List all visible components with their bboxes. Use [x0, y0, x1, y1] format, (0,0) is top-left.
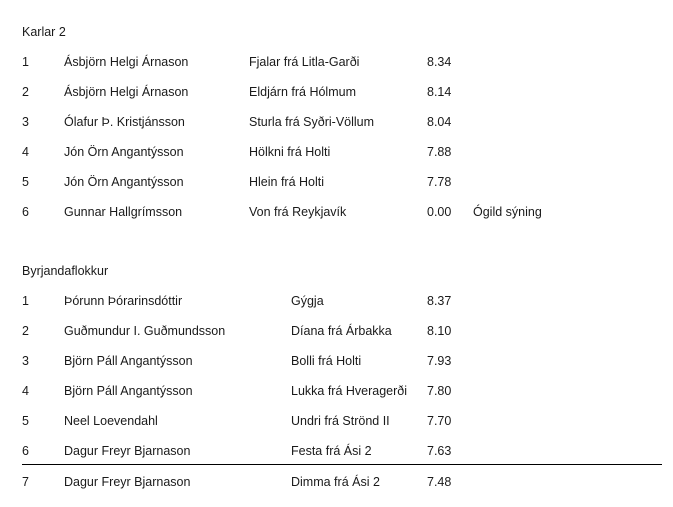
row-score: 8.04	[427, 115, 452, 129]
row-rank: 6	[22, 205, 29, 219]
row-rank: 2	[22, 85, 29, 99]
row-rider: Ásbjörn Helgi Árnason	[64, 85, 189, 99]
table-row	[0, 467, 673, 497]
table-row	[0, 197, 673, 227]
table-row	[0, 286, 673, 316]
row-horse: Fjalar frá Litla-Garði	[249, 55, 360, 69]
row-rank: 4	[22, 145, 29, 159]
row-horse: Undri frá Strönd II	[291, 414, 390, 428]
row-rider: Jón Örn Angantýsson	[64, 145, 184, 159]
row-score: 0.00	[427, 205, 452, 219]
row-rank: 5	[22, 414, 29, 428]
row-score: 8.14	[427, 85, 452, 99]
row-divider	[22, 464, 662, 465]
section-title-byrjandaflokkur: Byrjandaflokkur	[22, 264, 109, 278]
row-rider: Jón Örn Angantýsson	[64, 175, 184, 189]
row-rank: 3	[22, 115, 29, 129]
row-score: 7.88	[427, 145, 452, 159]
table-row	[0, 167, 673, 197]
row-rider: Gunnar Hallgrímsson	[64, 205, 183, 219]
table-row	[0, 47, 673, 77]
row-score: 8.10	[427, 324, 452, 338]
row-rank: 3	[22, 354, 29, 368]
row-horse: Bolli frá Holti	[291, 354, 362, 368]
row-rank: 1	[22, 294, 29, 308]
row-score: 7.63	[427, 444, 452, 458]
row-score: 7.70	[427, 414, 452, 428]
row-horse: Hlein frá Holti	[249, 175, 325, 189]
row-score: 7.48	[427, 475, 452, 489]
row-horse: Eldjárn frá Hólmum	[249, 85, 356, 99]
row-rank: 5	[22, 175, 29, 189]
row-score: 7.80	[427, 384, 452, 398]
table-row	[0, 346, 673, 376]
row-horse: Festa frá Ási 2	[291, 444, 372, 458]
section-title-karlar-2: Karlar 2	[22, 25, 66, 39]
row-horse: Hölkni frá Holti	[249, 145, 331, 159]
row-score: 8.34	[427, 55, 452, 69]
row-rider: Ólafur Þ. Kristjánsson	[64, 115, 185, 129]
table-row	[0, 107, 673, 137]
row-rank: 6	[22, 444, 29, 458]
row-score: 8.37	[427, 294, 452, 308]
row-rider: Neel Loevendahl	[64, 414, 158, 428]
row-rank: 7	[22, 475, 29, 489]
row-score: 7.93	[427, 354, 452, 368]
table-row	[0, 137, 673, 167]
row-horse: Dimma frá Ási 2	[291, 475, 380, 489]
table-row	[0, 316, 673, 346]
table-row	[0, 77, 673, 107]
row-horse: Lukka frá Hveragerði	[291, 384, 408, 398]
row-rider: Björn Páll Angantýsson	[64, 354, 193, 368]
table-row	[0, 406, 673, 436]
table-row	[0, 436, 673, 466]
row-rider: Þórunn Þórarinsdóttir	[64, 294, 183, 308]
row-rank: 1	[22, 55, 29, 69]
row-horse: Díana frá Árbakka	[291, 324, 392, 338]
row-horse: Sturla frá Syðri-Völlum	[249, 115, 375, 129]
row-rank: 4	[22, 384, 29, 398]
row-horse: Von frá Reykjavík	[249, 205, 347, 219]
row-score: 7.78	[427, 175, 452, 189]
table-row	[0, 376, 673, 406]
row-rider: Björn Páll Angantýsson	[64, 384, 193, 398]
row-rider: Guðmundur I. Guðmundsson	[64, 324, 226, 338]
row-rank: 2	[22, 324, 29, 338]
row-rider: Ásbjörn Helgi Árnason	[64, 55, 189, 69]
row-rider: Dagur Freyr Bjarnason	[64, 475, 191, 489]
row-rider: Dagur Freyr Bjarnason	[64, 444, 191, 458]
row-horse: Gýgja	[291, 294, 324, 308]
row-note: Ógild sýning	[473, 205, 542, 219]
